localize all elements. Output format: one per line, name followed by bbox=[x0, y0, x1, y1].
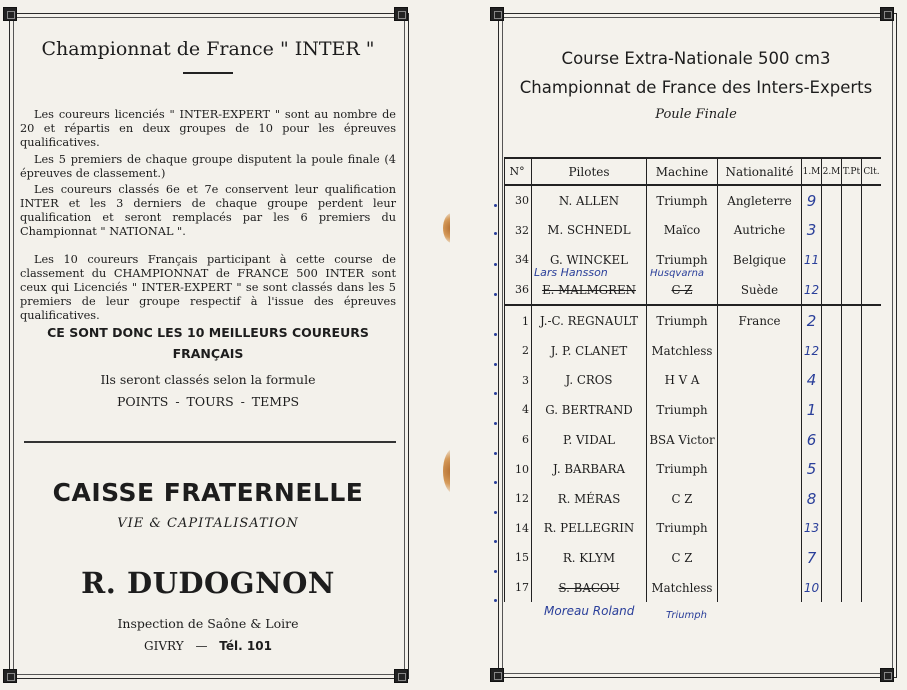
header-ranking: Clt. bbox=[862, 158, 882, 185]
rider-number: 12 bbox=[505, 484, 532, 514]
pen-mark bbox=[494, 392, 497, 395]
rider-nationality bbox=[718, 425, 802, 455]
rules-paragraph-3: Les coureurs classés 6e et 7e conservent leur qualification INTER et les 3 derniers de chaque groupe perdent leur qualification et seront remplacés par les 6 premiers du Championnat " NATIONAL ". bbox=[20, 183, 396, 238]
ad-dash: — bbox=[195, 639, 208, 653]
rider-score: 11 bbox=[802, 245, 822, 275]
rider-name: J. CROS bbox=[532, 366, 647, 396]
rider-name: M. SCHNEDL bbox=[532, 216, 647, 246]
header-machine: Machine bbox=[647, 158, 718, 185]
formula: POINTS - TOURS - TEMPS bbox=[116, 394, 300, 409]
rider-machine: Triumph bbox=[647, 395, 718, 425]
pen-mark bbox=[494, 570, 497, 573]
rider-name: N. ALLEN bbox=[532, 185, 647, 216]
table-row bbox=[505, 305, 882, 336]
championship-title: Championnat de France des Inters-Experts bbox=[519, 78, 873, 97]
rider-machine: C Z bbox=[647, 275, 718, 306]
emphasis-line-2: FRANÇAIS bbox=[172, 346, 244, 361]
rider-number: 4 bbox=[505, 395, 532, 425]
header-total-points: T.Pt bbox=[842, 158, 862, 185]
rider-name: G. WINCKEL bbox=[532, 245, 647, 275]
pen-mark bbox=[494, 511, 497, 514]
corner-ornament bbox=[394, 7, 408, 21]
pen-mark bbox=[494, 452, 497, 455]
corner-ornament bbox=[880, 7, 894, 21]
ad-city: GIVRY bbox=[144, 639, 184, 653]
pen-mark bbox=[494, 293, 497, 296]
rider-nationality: France bbox=[718, 305, 802, 336]
left-page bbox=[0, 0, 450, 690]
rider-nationality: Belgique bbox=[718, 245, 802, 275]
rider-name: S. BACOU bbox=[532, 573, 647, 603]
rider-name: J.-C. REGNAULT bbox=[532, 305, 647, 336]
rider-score: 12 bbox=[802, 336, 822, 366]
table-row bbox=[505, 484, 882, 514]
table-row bbox=[505, 336, 882, 366]
rider-score: 10 bbox=[802, 573, 822, 603]
table-header-row bbox=[505, 158, 882, 185]
corner-ornament bbox=[394, 669, 408, 683]
handwritten-pilot-36: Lars Hansson bbox=[534, 266, 608, 279]
rider-name: R. PELLEGRIN bbox=[532, 514, 647, 544]
ad-phone: Tél. 101 bbox=[219, 639, 272, 653]
header-round-2: 2.M bbox=[822, 158, 842, 185]
title-underline bbox=[183, 72, 233, 74]
ad-company: CAISSE FRATERNELLE bbox=[52, 478, 364, 507]
rider-name: R. KLYM bbox=[532, 543, 647, 573]
rider-number: 3 bbox=[505, 366, 532, 396]
header-nationality: Nationalité bbox=[718, 158, 802, 185]
rider-name: G. BERTRAND bbox=[532, 395, 647, 425]
rider-score: 9 bbox=[802, 185, 822, 216]
rider-machine: Matchless bbox=[647, 336, 718, 366]
table-row bbox=[505, 425, 882, 455]
rider-score: 12 bbox=[802, 275, 822, 306]
rider-machine: C Z bbox=[647, 484, 718, 514]
rider-score: 6 bbox=[802, 425, 822, 455]
rider-nationality bbox=[718, 484, 802, 514]
rider-number: 34 bbox=[505, 245, 532, 275]
subtitle: Poule Finale bbox=[655, 107, 737, 122]
rider-nationality bbox=[718, 454, 802, 484]
pen-mark bbox=[494, 204, 497, 207]
rider-number: 6 bbox=[505, 425, 532, 455]
rider-score: 4 bbox=[802, 366, 822, 396]
results-table bbox=[504, 157, 881, 602]
table-row bbox=[505, 216, 882, 246]
pen-mark bbox=[494, 599, 497, 602]
rules-paragraph-4: Les 10 coureurs Français participant à cette course de classement du CHAMPIONNAT de FRANCE 500 INTER sont ceux qui Licenciés " INTER-EXPERT " se sont classés dans les 5 premiers de leur groupe respectif à l'issue des épreuves qualificatives. bbox=[20, 253, 396, 322]
pen-mark bbox=[494, 333, 497, 336]
rider-name: J. P. CLANET bbox=[532, 336, 647, 366]
corner-ornament bbox=[3, 669, 17, 683]
ad-inspection: Inspection de Saône & Loire bbox=[117, 616, 299, 631]
rider-name: E. MALMGREN bbox=[532, 275, 647, 306]
rules-paragraph-1: Les coureurs licenciés " INTER-EXPERT " sont au nombre de 20 et répartis en deux groupes de 10 pour les épreuves qualificatives. bbox=[20, 108, 396, 149]
rider-number: 30 bbox=[505, 185, 532, 216]
corner-ornament bbox=[490, 7, 504, 21]
rider-nationality: Autriche bbox=[718, 216, 802, 246]
table-row bbox=[505, 454, 882, 484]
rider-number: 32 bbox=[505, 216, 532, 246]
rider-number: 17 bbox=[505, 573, 532, 603]
rider-number: 10 bbox=[505, 454, 532, 484]
rider-score: 8 bbox=[802, 484, 822, 514]
rider-nationality bbox=[718, 395, 802, 425]
rider-nationality bbox=[718, 336, 802, 366]
pen-mark bbox=[494, 422, 497, 425]
rules-paragraph-2: Les 5 premiers de chaque groupe disputent la poule finale (4 épreuves de classement.) bbox=[20, 153, 396, 180]
ad-contact bbox=[14, 639, 402, 653]
rider-machine: Matchless bbox=[647, 573, 718, 603]
rider-number: 15 bbox=[505, 543, 532, 573]
rider-nationality: Suède bbox=[718, 275, 802, 306]
left-title: Championnat de France " INTER " bbox=[41, 38, 375, 60]
rider-machine: BSA Victor bbox=[647, 425, 718, 455]
table-row bbox=[505, 366, 882, 396]
handwritten-machine-17: Triumph bbox=[666, 610, 707, 621]
handwritten-pilot-17: Moreau Roland bbox=[544, 604, 635, 618]
pen-mark bbox=[494, 363, 497, 366]
header-pilots: Pilotes bbox=[532, 158, 647, 185]
table-row bbox=[505, 514, 882, 544]
rider-score: 5 bbox=[802, 454, 822, 484]
table-row bbox=[505, 395, 882, 425]
rider-number: 1 bbox=[505, 305, 532, 336]
rider-machine: C Z bbox=[647, 543, 718, 573]
rider-score: 3 bbox=[802, 216, 822, 246]
rider-nationality: Angleterre bbox=[718, 185, 802, 216]
ad-tagline: VIE & CAPITALISATION bbox=[117, 516, 299, 531]
rider-nationality bbox=[718, 543, 802, 573]
corner-ornament bbox=[3, 7, 17, 21]
ad-agent: R. DUDOGNON bbox=[81, 566, 335, 600]
rider-nationality bbox=[718, 573, 802, 603]
header-number: N° bbox=[505, 158, 532, 185]
rider-number: 36 bbox=[505, 275, 532, 306]
table-row bbox=[505, 185, 882, 216]
rider-name: P. VIDAL bbox=[532, 425, 647, 455]
table-row bbox=[505, 543, 882, 573]
rider-machine: Triumph bbox=[647, 185, 718, 216]
rider-nationality bbox=[718, 514, 802, 544]
table-row bbox=[505, 275, 882, 306]
rider-score: 7 bbox=[802, 543, 822, 573]
table-row bbox=[505, 573, 882, 603]
pen-mark bbox=[494, 232, 497, 235]
header-round-1: 1.M bbox=[802, 158, 822, 185]
formula-intro: Ils seront classés selon la formule bbox=[100, 372, 316, 387]
rider-score: 2 bbox=[802, 305, 822, 336]
section-divider bbox=[24, 441, 396, 443]
rider-nationality bbox=[718, 366, 802, 396]
rider-name: R. MÉRAS bbox=[532, 484, 647, 514]
rider-name: J. BARBARA bbox=[532, 454, 647, 484]
corner-ornament bbox=[490, 668, 504, 682]
handwritten-machine-36: Husqvarna bbox=[650, 268, 705, 279]
emphasis-line-1: CE SONT DONC LES 10 MEILLEURS COUREURS bbox=[47, 325, 369, 340]
pen-mark bbox=[494, 263, 497, 266]
rider-machine: Triumph bbox=[647, 305, 718, 336]
pen-mark bbox=[494, 540, 497, 543]
rider-machine: Maïco bbox=[647, 216, 718, 246]
corner-ornament bbox=[880, 668, 894, 682]
rider-machine: Triumph bbox=[647, 245, 718, 275]
rider-machine: Triumph bbox=[647, 454, 718, 484]
rider-score: 1 bbox=[802, 395, 822, 425]
pen-mark bbox=[494, 481, 497, 484]
rider-number: 14 bbox=[505, 514, 532, 544]
rider-machine: Triumph bbox=[647, 514, 718, 544]
race-title: Course Extra-Nationale 500 cm3 bbox=[561, 49, 831, 68]
rider-machine: H V A bbox=[647, 366, 718, 396]
rider-number: 2 bbox=[505, 336, 532, 366]
rider-score: 13 bbox=[802, 514, 822, 544]
